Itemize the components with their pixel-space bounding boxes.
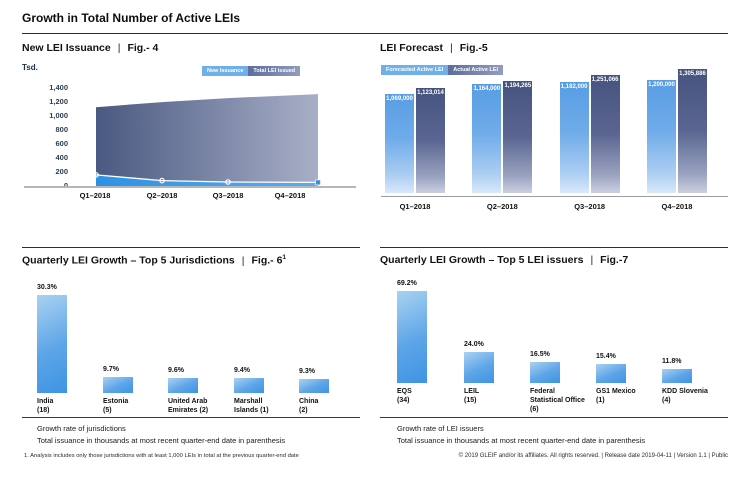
page-title: Growth in Total Number of Active LEIs	[22, 11, 241, 25]
title-divider	[22, 33, 728, 34]
y-axis-tick: 400	[55, 153, 68, 162]
bar-category-label: China (2)	[299, 397, 319, 415]
bar-category-label: KDD Slovenia (4)	[662, 387, 708, 405]
forecast-bar-pair	[560, 75, 620, 193]
fig6-header	[22, 254, 286, 267]
pipe-separator: |	[590, 254, 594, 266]
bar-column	[37, 283, 101, 416]
y-axis-tick: 0	[63, 181, 68, 190]
growth-bar	[662, 369, 692, 383]
actual-value-label: 1,194,265	[504, 82, 532, 89]
growth-bar	[299, 379, 329, 393]
forecast-value-label: 1,182,000	[560, 84, 588, 91]
bar-column	[103, 365, 167, 415]
bar-value-label: 30.3%	[37, 283, 57, 291]
bar-column	[299, 367, 363, 416]
fig4-unit-label: Tsd.	[22, 63, 38, 72]
fig5-bar-chart	[384, 69, 708, 212]
bar-value-label: 69.2%	[397, 280, 417, 288]
actual-value-label: 1,123,014	[417, 90, 444, 97]
fig7-caption-1: Growth rate of LEI issuers	[397, 424, 484, 433]
fig4-legend	[202, 66, 300, 76]
legend-new-issuance: New Issuance	[202, 66, 248, 76]
bar-value-label: 15.4%	[596, 352, 616, 360]
bar-value-label: 11.8%	[662, 357, 682, 365]
y-axis-tick: 600	[55, 139, 68, 148]
line-end-marker	[316, 180, 321, 185]
fig7-header	[380, 254, 628, 266]
fig7-captions	[397, 423, 645, 446]
legend-actual-active-lei: Actual Active LEI	[448, 65, 503, 75]
x-axis-label: Q3–2018	[574, 202, 606, 211]
forecast-value-label: 1,200,000	[648, 82, 675, 89]
x-axis-label: Q2–2018	[146, 191, 178, 200]
bar-value-label: 9.7%	[103, 366, 119, 374]
fig6-caption-1: Growth rate of jurisdictions	[37, 424, 126, 433]
forecast-group	[471, 69, 533, 212]
bar-category-label: Estonia (5)	[103, 397, 129, 415]
fig4-header	[22, 42, 158, 54]
growth-bar	[37, 295, 67, 393]
fig6-footnote-marker: 1	[282, 254, 287, 261]
fig4-y-axis	[22, 81, 68, 193]
fig5-header	[380, 42, 488, 54]
fig5-fig-label: Fig.-5	[459, 42, 488, 54]
fig4-title: New LEI Issuance	[22, 42, 111, 54]
bar-value-label: 16.5%	[530, 351, 550, 359]
bar-column	[234, 366, 298, 415]
bar-category-label: India (18)	[37, 397, 54, 415]
fig7-bar-chart	[380, 278, 728, 418]
growth-bar	[530, 362, 560, 383]
fig7-bottom-rule	[380, 417, 728, 418]
bar-value-label: 9.4%	[234, 367, 250, 375]
bar-column	[596, 352, 660, 406]
growth-bar	[103, 377, 133, 393]
x-axis-label: Q3–2018	[212, 191, 244, 200]
fig6-bottom-rule	[22, 417, 360, 418]
bar-value-label: 24.0%	[464, 341, 484, 349]
fig5-x-axis-line	[381, 196, 728, 197]
bar-value-label: 9.6%	[168, 366, 184, 374]
legend-forecasted-active-lei: Forecasted Active LEI	[381, 65, 448, 75]
bar-column	[397, 279, 461, 405]
forecast-value-label: 1,164,000	[473, 86, 501, 92]
actual-bar	[591, 75, 620, 193]
pipe-separator: |	[117, 42, 121, 54]
forecast-bar	[647, 80, 676, 193]
bar-category-label: Federal Statistical Office (6)	[530, 388, 585, 414]
forecast-group	[384, 69, 446, 212]
fig4-fig-label: Fig.- 4	[127, 42, 159, 54]
x-axis-label: Q4–2018	[661, 202, 693, 211]
actual-value-label: 1,251,066	[591, 76, 619, 83]
actual-value-label: 1,305,886	[679, 71, 706, 77]
growth-bar	[596, 364, 626, 383]
pipe-separator: |	[241, 254, 245, 267]
fig4-x-axis-labels	[22, 191, 360, 203]
forecast-group	[559, 69, 621, 212]
fig6-footnote: 1. Analysis includes only those jurisdictions with at least 1,000 LEIs in total at the previous quarter-end date	[24, 453, 299, 459]
fig4-x-axis-line	[24, 186, 356, 188]
copyright-line: © 2019 GLEIF and/or its affiliates. All rights reserved. | Release date 2019-04-11 | Version 1.1 | Public	[458, 453, 728, 459]
fig7-title: Quarterly LEI Growth – Top 5 LEI issuers	[380, 254, 584, 266]
fig7-caption-2: Total issuance in thousands at most recent quarter-end date in parenthesis	[397, 435, 646, 445]
bar-value-label: 9.3%	[299, 367, 315, 375]
actual-bar	[678, 69, 707, 193]
legend-total-lei-issued: Total LEI issued	[248, 66, 300, 76]
fig6-title: Quarterly LEI Growth – Top 5 Jurisdictions	[22, 254, 235, 267]
fig6-bar-chart	[22, 278, 360, 418]
growth-bar	[464, 352, 494, 383]
bar-category-label: United Arab Emirates (2)	[168, 397, 209, 415]
y-axis-tick: 1,200	[49, 97, 68, 106]
bar-column	[530, 350, 594, 415]
y-axis-tick: 200	[55, 167, 68, 176]
y-axis-tick: 800	[55, 125, 68, 134]
forecast-bar	[385, 94, 414, 193]
fig6-caption-2: Total issuance in thousands at most recent quarter-end date in parenthesis	[37, 435, 286, 445]
bar-category-label: LEIL (15)	[464, 387, 480, 405]
fig4-area-chart	[75, 85, 355, 187]
section-divider-right	[380, 247, 728, 248]
fig5-title: LEI Forecast	[380, 42, 444, 54]
x-axis-label: Q1–2018	[399, 202, 431, 211]
x-axis-label: Q2–2018	[486, 202, 518, 211]
bar-column	[464, 340, 528, 405]
section-divider-left	[22, 247, 360, 248]
forecast-bar	[560, 82, 589, 193]
bar-column	[168, 366, 232, 416]
actual-bar	[503, 81, 532, 193]
x-axis-label: Q1–2018	[79, 191, 111, 200]
forecast-bar-pair	[385, 88, 445, 193]
forecast-bar-pair	[472, 81, 532, 193]
bar-category-label: Marshall Islands (1)	[234, 397, 269, 415]
forecast-bar-pair	[647, 69, 707, 193]
actual-bar	[416, 88, 445, 193]
total-lei-area	[96, 94, 318, 186]
growth-bar	[234, 378, 264, 393]
forecast-bar	[472, 84, 501, 193]
growth-bar	[397, 291, 427, 383]
bar-category-label: GS1 Mexico (1)	[596, 388, 636, 405]
fig6-fig-label: Fig.- 6	[251, 254, 283, 267]
pipe-separator: |	[450, 42, 453, 54]
bar-category-label: EQS (34)	[397, 387, 412, 405]
y-axis-tick: 1,400	[49, 83, 68, 92]
bar-column	[662, 357, 726, 406]
x-axis-label: Q4–2018	[274, 191, 306, 200]
fig7-fig-label: Fig.-7	[600, 254, 629, 266]
forecast-value-label: 1,069,000	[386, 96, 413, 102]
y-axis-tick: 1,000	[49, 111, 68, 120]
fig6-captions	[37, 423, 285, 446]
growth-bar	[168, 378, 198, 393]
forecast-group	[646, 69, 708, 212]
